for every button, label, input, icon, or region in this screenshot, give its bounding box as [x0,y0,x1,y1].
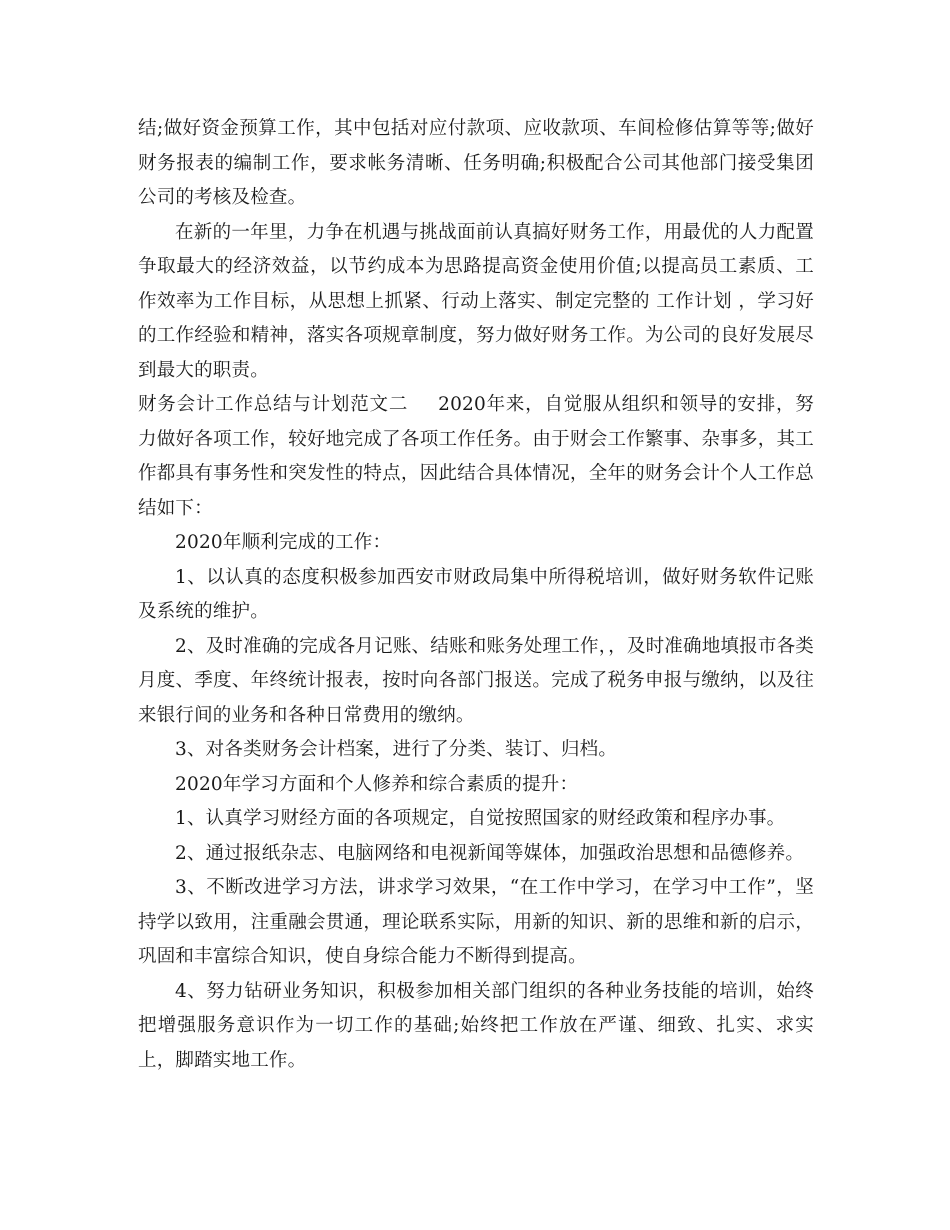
list-item: 4、努力钻研业务知识，积极参加相关部门组织的各种业务技能的培训，始终把增强服务意识作为一切工作的基础;始终把工作放在严谨、细致、扎实、求实上，脚踏实地工作。 [138,980,814,1071]
list-item: 3、对各类财务会计档案，进行了分类、装订、归档。 [175,739,618,760]
list-item: 3、不断改进学习方法，讲求学习效果，“在工作中学习，在学习中工作”，坚持学以致用，注重融会贯通，理论联系实际，用新的知识、新的思维和新的启示，巩固和丰富综合知识，使自身综合能力不断得到提高。 [138,877,814,967]
paragraph-completed-heading: 2020年顺利完成的工作： [175,532,392,553]
paragraph-new-year: 在新的一年里，力争在机遇与挑战面前认真搞好财务工作，用最优的人力配置争取最大的经济效益，以节约成本为思路提高资金使用价值;以提高员工素质、工作效率为工作目标，从思想上抓紧、行动上落实、制定完整的 工作计划 ，学习好的工作经验和精神，落实各项规章制度，努力做好财务工作。为公司的良好发展尽到最大的职责。 [138,221,814,381]
list-item: 2、通过报纸杂志、电脑网络和电视新闻等媒体，加强政治思想和品德修养。 [175,842,805,864]
list-item: 1、以认真的态度积极参加西安市财政局集中所得税培训，做好财务软件记账及系统的维护。 [138,566,814,622]
paragraph-continuation: 结;做好资金预算工作，其中包括对应付款项、应收款项、车间检修估算等等;做好财务报表的编制工作，要求帐务清晰、任务明确;积极配合公司其他部门接受集团公司的考核及检查。 [138,118,814,208]
paragraph-study-heading: 2020年学习方面和个人修养和综合素质的提升： [175,773,579,795]
list-item: 2、及时准确的完成各月记账、结账和账务处理工作，，及时准确地填报市各类月度、季度、年终统计报表，按时向各部门报送。完成了税务申报与缴纳，以及往来银行间的业务和各种日常费用的缴纳。 [138,635,814,726]
document-body [138,112,814,1078]
section-title: 财务会计工作总结与计划范文二 [138,394,409,415]
section-intro: 2020年来，自觉服从组织和领导的安排，努力做好各项工作，较好地完成了各项工作任务。由于财会工作繁事、杂事多，其工作都具有事务性和突发性的特点，因此结合具体情况，全年的财务会计个人工作总结如下： [138,394,814,519]
section-heading-paragraph [138,388,814,526]
list-item: 1、认真学习财经方面的各项规定，自觉按照国家的财经政策和程序办事。 [175,808,786,829]
